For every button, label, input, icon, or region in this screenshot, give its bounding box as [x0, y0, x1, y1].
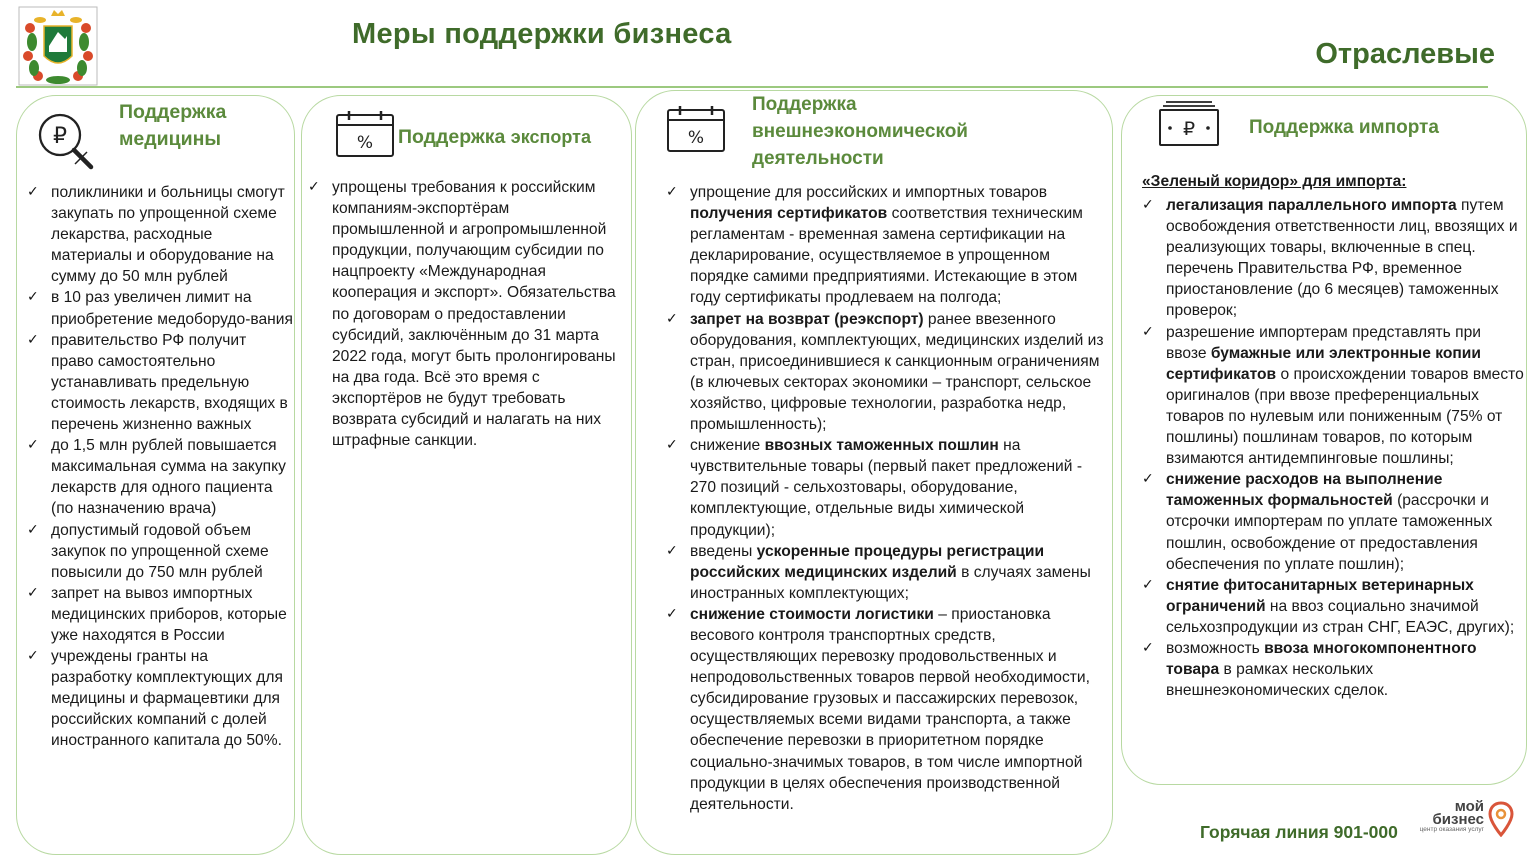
import-measures-list — [1142, 195, 1524, 701]
list-item: ✓ учреждены гранты на разработку комплектующих для медицины и фармацевтики для российских компаний с долей иностранного капитала до 50%. — [27, 646, 293, 751]
ruble-glyph: ₽ — [1182, 118, 1196, 140]
card-export-title-word1: Поддержка — [398, 126, 506, 148]
brand-line3: центр оказания услуг — [1419, 826, 1484, 833]
list-item: ✓ снижение ввозных таможенных пошлин на чувствительные товары (первый пакет предложений - 270 позиций - сельхозтовары, оборудование, комплектующие, отдельные виды химической продукции); — [666, 435, 1109, 540]
brand-line2: бизнес — [1432, 811, 1484, 828]
list-item: ✓ запрет на возврат (реэкспорт) ранее ввезенного оборудования, комплектующих, медицинских изделий из стран, присоединившиеся к санкционным ограничениям (в ключевых секторах экономики – транспорт, сельское хозяйство, цифровые технологии, разработка недр, промышленность); — [666, 309, 1109, 436]
list-item: ✓ разрешение импортерам представлять при ввозе бумажные или электронные копии сертификатов о происхождении товаров вместо оригиналов (при ввозе преференциальных товаров по нулевым или пониженным (75% от пошлины) пошлинам товаров, по которым взимаются антидемпинговые пошлины; — [1142, 322, 1524, 470]
list-item: ✓ запрет на вывоз импортных медицинских приборов, которые уже находятся в России — [27, 583, 293, 646]
list-item: ✓ правительство РФ получит право самостоятельно устанавливать предельную стоимость лекарств, входящих в перечень жизненно важных — [27, 330, 293, 435]
card-import-support — [1121, 95, 1527, 785]
list-item: ✓ возможность ввоза многокомпонентного товара в рамках нескольких внешнеэкономических сделок. — [1142, 638, 1524, 701]
list-item: ✓ введены ускоренные процедуры регистрации российских медицинских изделий в случаях замены иностранных комплектующих; — [666, 541, 1109, 604]
list-item: ✓ снижение стоимости логистики – приостановка весового контроля транспортных средств, осуществляющих перевозку продовольственных и непродовольственных товаров первой необходимости, субсидирование грузовых и пассажирских перевозок, осуществляемых всеми видами транспорта, а также обеспечение перевозки в приоритетном порядке социально-значимых товаров, в том числе импортной продукции в целях обеспечения производственной деятельности. — [666, 604, 1109, 815]
list-item: ✓ поликлиники и больницы смогут закупать по упрощенной схеме лекарства, расходные материалы и оборудование на сумму до 50 млн рублей — [27, 182, 293, 287]
svg-text:₽: ₽ — [53, 124, 67, 149]
card-foreign-title-line2: внешнеэкономической — [752, 121, 968, 142]
page-subtitle: Отраслевые — [1315, 38, 1495, 70]
location-pin-icon — [1488, 801, 1514, 837]
card-export-title — [398, 124, 591, 151]
card-export-title-word2: экспорта — [510, 127, 591, 147]
list-item: ✓ снятие фитосанитарных ветеринарных ограничений на ввоз социально значимой сельхозпродукции из стран СНГ, ЕАЭС, других); — [1142, 575, 1524, 638]
brand-text — [1420, 800, 1484, 834]
list-item: ✓ в 10 раз увеличен лимит на приобретение медоборудо-вания — [27, 287, 293, 329]
page-title: Меры поддержки бизнеса — [352, 18, 732, 50]
card-import-title: Поддержка импорта — [1249, 117, 1439, 138]
card-foreign-title-line1: Поддержка — [752, 94, 857, 115]
calendar-percent-icon — [666, 105, 726, 153]
list-item: ✓ упрощение для российских и импортных товаров получения сертификатов соответствия техническим регламентам - временная замена сертификации на декларирование, осуществляемое в упрощенном порядке самими предприятиями. Истекающие в этом году сертификаты продлеваем на полгода; — [666, 182, 1109, 309]
card-medicine-title — [119, 99, 226, 153]
foreign-trade-measures-list — [666, 182, 1109, 815]
card-export-support — [301, 95, 632, 855]
list-item: ✓ до 1,5 млн рублей повышается максимальная сумма на закупку лекарств для одного пациента (по назначению врача) — [27, 435, 293, 519]
calendar-percent-glyph: % — [687, 128, 705, 148]
ruble-card-icon — [1158, 99, 1220, 147]
brand-line1: мой — [1454, 798, 1484, 815]
card-foreign-trade-support — [635, 90, 1113, 855]
list-item: ✓ легализация параллельного импорта путем освобождения ответственности лиц, ввозящих и реализующих товары, включенные в спец. перечень Правительства РФ, временное приостановление (до 6 месяцев) таможенных проверок; — [1142, 195, 1524, 322]
card-medicine-title-line2: медицины — [119, 128, 222, 150]
list-item: ✓ допустимый годовой объем закупок по упрощенной схеме повысили до 750 млн рублей — [27, 520, 293, 583]
calendar-percent-glyph: % — [356, 133, 374, 153]
moy-biznes-logo — [1408, 800, 1514, 840]
tomsk-region-emblem — [18, 6, 98, 86]
calendar-percent-icon — [335, 110, 395, 158]
export-measures-list — [308, 177, 622, 451]
hotline-number: Горячая линия 901-000 — [1200, 822, 1398, 842]
card-foreign-title — [752, 91, 968, 172]
card-foreign-title-line3: деятельности — [752, 148, 884, 169]
header-divider — [16, 86, 1488, 88]
medicine-measures-list — [27, 182, 293, 752]
card-medicine-title-line1: Поддержка — [119, 101, 227, 123]
list-item: ✓ упрощены требования к российским компаниям-экспортёрам промышленной и агропромышленной продукции, получающим субсидии по нацпроекту «Международная кооперация и экспорт». Обязательства по договорам о предоставлении субсидий, заключённым до 31 марта 2022 года, могут быть пролонгированы на два года. Всё это время с экспортёров не будут требовать возврата субсидий и налагать на них штрафные санкции. — [308, 177, 622, 451]
card-medicine-support — [16, 95, 295, 855]
ruble-magnifier-icon — [31, 109, 97, 173]
list-item: ✓ снижение расходов на выполнение таможенных формальностей (рассрочки и отсрочки импортерам по уплате таможенных пошлин, освобождение от предоставления обеспечения по уплате пошлин); — [1142, 469, 1524, 574]
import-green-corridor-heading: «Зеленый коридор» для импорта: — [1142, 173, 1407, 190]
